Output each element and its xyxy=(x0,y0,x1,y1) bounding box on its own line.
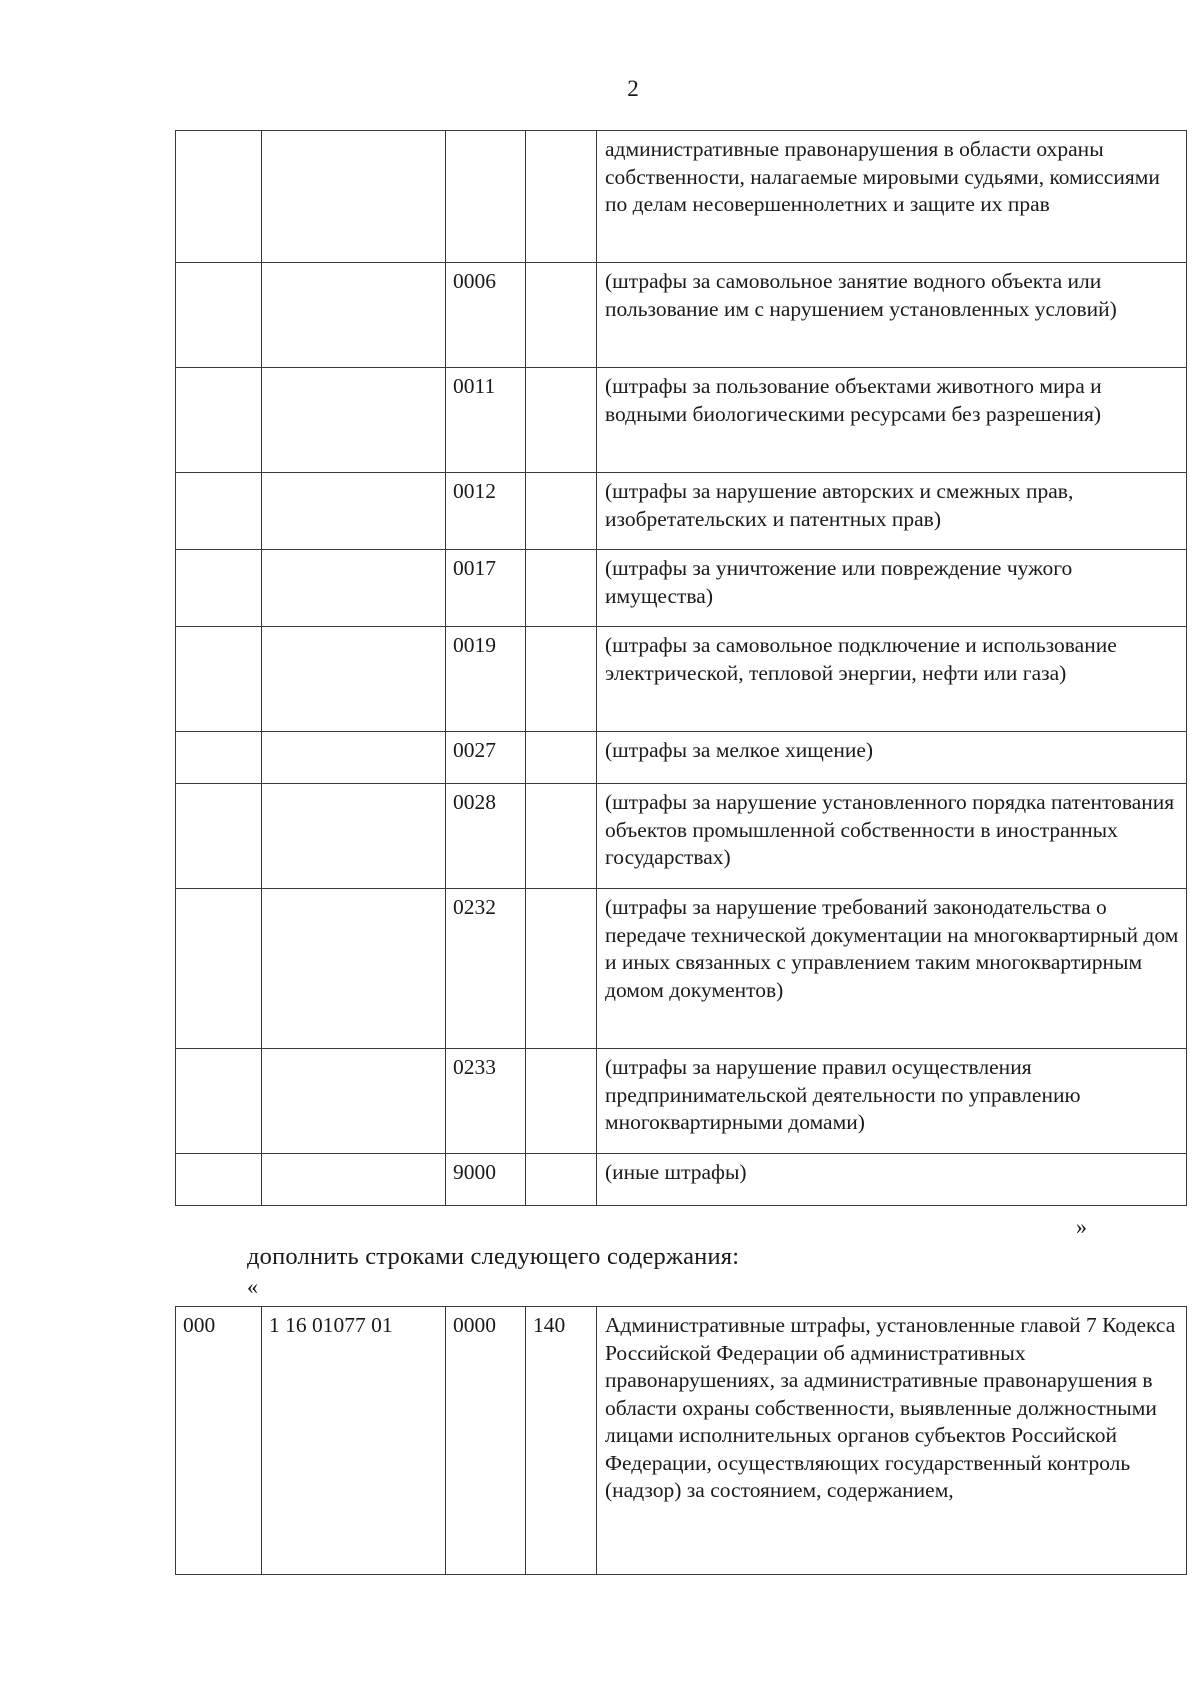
admin-code-cell xyxy=(176,627,262,732)
admin-code-cell xyxy=(176,368,262,473)
description-cell: административные правонарушения в области охраны собственности, налагаемые мировыми судьями, комиссиями по делам несовершеннолетних и защите их прав xyxy=(597,131,1187,263)
classification-code-cell xyxy=(526,368,597,473)
subtype-code-cell: 0027 xyxy=(446,732,526,784)
admin-code-cell xyxy=(176,1154,262,1206)
admin-code-cell xyxy=(176,263,262,368)
revenue-code-cell: 1 16 01077 01 xyxy=(262,1307,446,1575)
revenue-code-cell xyxy=(262,889,446,1049)
subtype-code-cell: 0232 xyxy=(446,889,526,1049)
table-row xyxy=(176,473,1187,550)
classification-code-cell xyxy=(526,263,597,368)
description-cell: (штрафы за нарушение авторских и смежных прав, изобретательских и патентных прав) xyxy=(597,473,1187,550)
admin-code-cell xyxy=(176,1049,262,1154)
subtype-code-cell xyxy=(446,131,526,263)
subtype-code-cell: 0011 xyxy=(446,368,526,473)
admin-code-cell xyxy=(176,889,262,1049)
subtype-code-cell: 0012 xyxy=(446,473,526,550)
revenue-code-cell xyxy=(262,473,446,550)
revenue-code-cell xyxy=(262,627,446,732)
revenue-code-cell xyxy=(262,550,446,627)
revenue-code-cell xyxy=(262,1049,446,1154)
revenue-code-cell xyxy=(262,368,446,473)
table-row xyxy=(176,889,1187,1049)
classification-code-cell xyxy=(526,1049,597,1154)
closing-quote: » xyxy=(1076,1214,1087,1239)
revenue-code-cell xyxy=(262,1154,446,1206)
description-cell: (иные штрафы) xyxy=(597,1154,1187,1206)
subtype-code-cell: 0028 xyxy=(446,784,526,889)
description-cell: (штрафы за самовольное занятие водного объекта или пользование им с нарушением установленных условий) xyxy=(597,263,1187,368)
table-row xyxy=(176,1307,1187,1575)
admin-code-cell xyxy=(176,473,262,550)
description-cell: (штрафы за нарушение правил осуществления предпринимательской деятельности по управлению многоквартирными домами) xyxy=(597,1049,1187,1154)
classification-code-cell xyxy=(526,889,597,1049)
revenue-code-cell xyxy=(262,784,446,889)
description-cell: Административные штрафы, установленные главой 7 Кодекса Российской Федерации об административных правонарушениях, за административные правонарушения в области охраны собственности, выявленные должностными лицами исполнительных органов субъектов Российской Федерации, осуществляющих государственный контроль (надзор) за состоянием, содержанием, xyxy=(597,1307,1187,1575)
admin-code-cell: 000 xyxy=(176,1307,262,1575)
subtype-code-cell: 0233 xyxy=(446,1049,526,1154)
subtype-code-cell: 0017 xyxy=(446,550,526,627)
table-row xyxy=(176,1154,1187,1206)
table-row xyxy=(176,784,1187,889)
subtype-code-cell: 0006 xyxy=(446,263,526,368)
classification-code-cell: 140 xyxy=(526,1307,597,1575)
table-row xyxy=(176,627,1187,732)
subtype-code-cell: 0000 xyxy=(446,1307,526,1575)
admin-code-cell xyxy=(176,550,262,627)
description-cell: (штрафы за самовольное подключение и использование электрической, тепловой энергии, нефти или газа) xyxy=(597,627,1187,732)
table-row xyxy=(176,732,1187,784)
classification-code-cell xyxy=(526,131,597,263)
page-number: 2 xyxy=(627,76,639,101)
description-cell: (штрафы за пользование объектами животного мира и водными биологическими ресурсами без разрешения) xyxy=(597,368,1187,473)
table-row xyxy=(176,550,1187,627)
continued-codes-table xyxy=(175,130,1187,1206)
admin-code-cell xyxy=(176,131,262,263)
subtype-code-cell: 9000 xyxy=(446,1154,526,1206)
admin-code-cell xyxy=(176,732,262,784)
subtype-code-cell: 0019 xyxy=(446,627,526,732)
table-row xyxy=(176,1049,1187,1154)
description-cell: (штрафы за нарушение требований законодательства о передаче технической документации на многоквартирный дом и иных связанных с управлением таким многоквартирным домом документов) xyxy=(597,889,1187,1049)
admin-code-cell xyxy=(176,784,262,889)
classification-code-cell xyxy=(526,550,597,627)
revenue-code-cell xyxy=(262,131,446,263)
table-row xyxy=(176,263,1187,368)
description-cell: (штрафы за нарушение установленного порядка патентования объектов промышленной собственности в иностранных государствах) xyxy=(597,784,1187,889)
classification-code-cell xyxy=(526,627,597,732)
revenue-code-cell xyxy=(262,732,446,784)
classification-code-cell xyxy=(526,473,597,550)
classification-code-cell xyxy=(526,732,597,784)
opening-quote: « xyxy=(247,1274,258,1299)
description-cell: (штрафы за уничтожение или повреждение чужого имущества) xyxy=(597,550,1187,627)
table-row xyxy=(176,368,1187,473)
table-row xyxy=(176,131,1187,263)
description-cell: (штрафы за мелкое хищение) xyxy=(597,732,1187,784)
new-codes-table xyxy=(175,1306,1187,1575)
instruction-text: дополнить строками следующего содержания: xyxy=(247,1243,740,1270)
revenue-code-cell xyxy=(262,263,446,368)
classification-code-cell xyxy=(526,1154,597,1206)
classification-code-cell xyxy=(526,784,597,889)
